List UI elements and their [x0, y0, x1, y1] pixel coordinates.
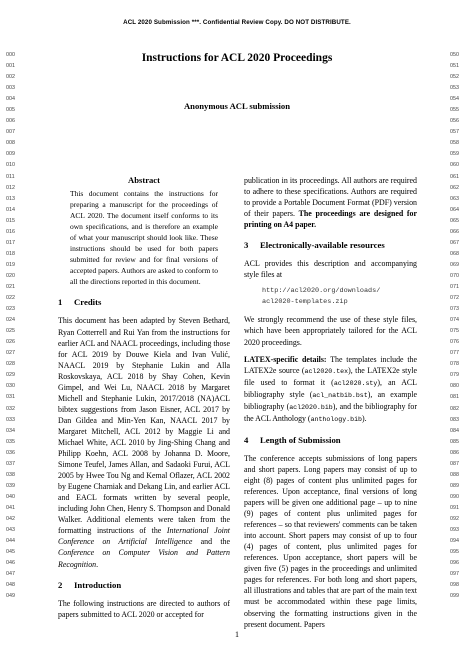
- resources-paragraph: ACL provides this description and accompanying style files at: [244, 259, 417, 280]
- line-number: 079: [450, 372, 459, 379]
- line-number: 033: [6, 416, 15, 423]
- introduction-paragraph-left: The following instructions are directed to authors of papers submitted to ACL 2020 or accepted for: [58, 598, 230, 619]
- paper-title: Instructions for ACL 2020 Proceedings: [141, 52, 333, 64]
- credits-text: This document has been adapted by Steven Bethard, Ryan Cotterrell and Rui Yan from the instructions for earlier ACL and NAACL proceedings, including those for ACL 2019 by Douwe Kiela and Ivan Vulić, NAACL 2019 by Stephanie Lukin and Alla Roskovskaya, ACL 2018 by Shay Cohen, Kevin Gimpel, and Wei Lu, NAACL 2018 by Margaret Michell and Stephanie Lukin, 2017/2018 (NA)ACL bibtex suggestions from Jason Eisner, ACL 2017 by Dan Gildea and Min-Yen Kan, NAACL 2017 by Margaret Mitchell, ACL 2012 by Maggie Li and Michael White, ACL 2010 by Jing-Shing Chang and Philipp Koehn, ACL 2008 by Johanna D. Moore, Simone Teufel, James Allan, and Sadaoki Furui, ACL 2005 by Hwee Tou Ng and Kemal Oflazer, ACL 2002 by Eugene Charniak and Dekang Lin, and earlier ACL and EACL formats written by several people, including John Chen, Henry S. Thompson and Donald Walker. Additional elements were taken from the formatting instructions of the: [58, 316, 231, 536]
- line-number: 064: [450, 206, 459, 213]
- line-number: 023: [6, 306, 15, 313]
- line-number: 027: [6, 350, 15, 357]
- line-number: 091: [450, 504, 459, 511]
- section-number: 2: [58, 579, 63, 590]
- line-number: 055: [450, 107, 459, 114]
- line-number: 025: [6, 328, 15, 335]
- line-number: 065: [450, 217, 459, 224]
- line-number: 074: [450, 317, 459, 324]
- credits-paragraph: [58, 315, 230, 569]
- line-number: 082: [450, 405, 459, 412]
- file-name-bst: acl_natbib.bst: [312, 391, 368, 399]
- latex-text: ), the LATEX2e style file used to format it (: [244, 365, 417, 387]
- line-number: 087: [450, 460, 459, 467]
- line-number: 098: [450, 582, 459, 589]
- line-number: 007: [6, 129, 15, 136]
- line-number: 095: [450, 549, 459, 556]
- line-number: 053: [450, 85, 459, 92]
- left-column: [58, 175, 230, 620]
- line-number: 093: [450, 527, 459, 534]
- line-number: 035: [6, 438, 15, 445]
- line-number: 051: [450, 63, 459, 70]
- line-number: 022: [6, 295, 15, 302]
- line-number: 045: [6, 549, 15, 556]
- section-heading-credits: [58, 296, 230, 309]
- line-number: 080: [450, 383, 459, 390]
- templates-url-line-1[interactable]: http://acl2020.org/downloads/: [262, 287, 381, 296]
- line-number: 060: [450, 162, 459, 169]
- line-numbers-left: [6, 50, 28, 602]
- line-number: 010: [6, 162, 15, 169]
- line-number: 050: [450, 52, 459, 58]
- line-number: 017: [6, 239, 15, 246]
- line-number: 046: [6, 560, 15, 567]
- line-number: 048: [6, 582, 15, 589]
- line-number: 021: [6, 283, 15, 290]
- line-number: 094: [450, 538, 459, 545]
- section-number: 3: [244, 240, 249, 251]
- line-number: 072: [450, 295, 459, 302]
- line-number: 003: [6, 85, 15, 92]
- introduction-a4-note: The proceedings are designed for printing on A4 paper.: [244, 209, 417, 230]
- introduction-text: publication in its proceedings. All authors are required to adhere to these specifications. Authors are required to provide a Portable Document Format (PDF) version of their papers.: [244, 176, 417, 219]
- abstract-body: This document contains the instructions for preparing a manuscript for the proceedings of ACL 2020. The document itself conforms to its own specifications, and is therefore an example of what your manuscript should look like. These instructions should be used for both papers submitted for review and for final versions of accepted papers. Authors are asked to conform to all the directions reported in this document.: [70, 189, 218, 287]
- section-heading-resources: [244, 239, 417, 252]
- line-number: 024: [6, 317, 15, 324]
- file-name-tex: acl2020.tex: [304, 367, 349, 375]
- line-number: 047: [6, 571, 15, 578]
- line-number: 088: [450, 471, 459, 478]
- line-number: 077: [450, 350, 459, 357]
- line-number: 032: [6, 405, 15, 412]
- abstract-heading: Abstract: [128, 175, 160, 185]
- line-number: 028: [6, 361, 15, 368]
- line-number: 078: [450, 361, 459, 368]
- line-number: 018: [6, 250, 15, 257]
- author-line: Anonymous ACL submission: [183, 101, 291, 111]
- line-number: 038: [6, 471, 15, 478]
- line-number: 020: [6, 272, 15, 279]
- line-number: 042: [6, 515, 15, 522]
- latex-details-label: LATEX-specific details:: [244, 354, 327, 364]
- confidential-header: ACL 2020 Submission ***. Confidential Review Copy. DO NOT DISTRIBUTE.: [123, 19, 351, 26]
- line-number: 067: [450, 239, 459, 246]
- line-number: 086: [450, 449, 459, 456]
- line-number: 013: [6, 195, 15, 202]
- line-number: 062: [450, 184, 459, 191]
- line-number: 031: [6, 394, 15, 401]
- line-number: 073: [450, 306, 459, 313]
- line-number: 012: [6, 184, 15, 191]
- line-number: 058: [450, 140, 459, 147]
- introduction-paragraph-right: [244, 175, 417, 230]
- line-number: 061: [450, 173, 459, 180]
- templates-url-line-2[interactable]: acl2020-templates.zip: [262, 298, 348, 307]
- file-name-bib: acl2020.bib: [289, 403, 333, 411]
- line-number: 040: [6, 493, 15, 500]
- length-paragraph: The conference accepts submissions of long papers and short papers. Long papers may consist of up to eight (8) pages of content plus unlimited pages for references. Upon acceptance, final versions of long papers will be given one additional page – up to nine (9) pages of content plus unlimited pages for references – so that reviewers' comments can be taken into account. Short papers may consist of up to four (4) pages of content, plus unlimited pages for references. Upon acceptance, short papers will be given five (5) pages in the proceedings and unlimited pages for references. For both long and short papers, all illustrations and tables that are part of the main text must be accommodated within these page limits, observing the formatting instructions given in the present document. Papers: [244, 453, 417, 629]
- line-number: 059: [450, 151, 459, 158]
- credits-cvpr: Conference on Computer Vision and Pattern Recognition: [58, 548, 230, 569]
- line-number: 099: [450, 593, 459, 600]
- section-number: 4: [244, 434, 249, 445]
- line-number: 005: [6, 107, 15, 114]
- line-number: 004: [6, 96, 15, 103]
- line-number: 015: [6, 217, 15, 224]
- line-number: 036: [6, 449, 15, 456]
- line-number: 008: [6, 140, 15, 147]
- section-heading-introduction: [58, 579, 230, 592]
- line-number: 071: [450, 283, 459, 290]
- line-number: 066: [450, 228, 459, 235]
- line-number: 076: [450, 339, 459, 346]
- latex-text: ), and the bibliography for the ACL Anthology (: [244, 401, 417, 423]
- file-name-anthology: anthology.bib: [310, 415, 363, 423]
- line-number: 034: [6, 427, 15, 434]
- line-number: 068: [450, 250, 459, 257]
- line-number: 070: [450, 272, 459, 279]
- line-number: 037: [6, 460, 15, 467]
- line-number: 014: [6, 206, 15, 213]
- line-number: 069: [450, 261, 459, 268]
- line-number: 029: [6, 372, 15, 379]
- latex-text: ), an ACL bibliography style (: [244, 377, 417, 399]
- file-name-sty: acl2020.sty: [333, 379, 378, 387]
- credits-ijcai: International Joint Conference on Artificial Intelligence: [58, 526, 230, 547]
- page-number: 1: [235, 630, 239, 639]
- line-numbers-right: [450, 50, 472, 602]
- line-number: 001: [6, 63, 15, 70]
- line-number: 009: [6, 151, 15, 158]
- section-title: Credits: [74, 297, 102, 308]
- section-heading-length: [244, 434, 417, 447]
- latex-text: ).: [362, 413, 367, 423]
- line-number: 049: [6, 593, 15, 600]
- line-number: 084: [450, 427, 459, 434]
- line-number: 043: [6, 527, 15, 534]
- latex-details-paragraph: [244, 354, 417, 425]
- section-title: Introduction: [74, 579, 122, 590]
- credits-text-and: and the: [192, 537, 230, 547]
- right-column: [244, 175, 417, 630]
- line-number: 054: [450, 96, 459, 103]
- line-number: 090: [450, 493, 459, 500]
- line-number: 011: [6, 173, 15, 180]
- style-recommendation-paragraph: We strongly recommend the use of these style files, which have been appropriately tailored for the ACL 2020 proceedings.: [244, 315, 417, 347]
- line-number: 030: [6, 383, 15, 390]
- section-title: Length of Submission: [260, 434, 341, 445]
- line-number: 002: [6, 74, 15, 81]
- line-number: 085: [450, 438, 459, 445]
- line-number: 063: [450, 195, 459, 202]
- line-number: 039: [6, 482, 15, 489]
- line-number: 016: [6, 228, 15, 235]
- latex-text: ), an example bibliography (: [244, 389, 417, 411]
- line-number: 044: [6, 538, 15, 545]
- line-number: 092: [450, 515, 459, 522]
- section-number: 1: [58, 297, 63, 308]
- line-number: 081: [450, 394, 459, 401]
- line-number: 089: [450, 482, 459, 489]
- section-title: Electronically-available resources: [260, 240, 385, 251]
- line-number: 083: [450, 416, 459, 423]
- line-number: 000: [6, 52, 15, 58]
- line-number: 019: [6, 261, 15, 268]
- line-number: 041: [6, 504, 15, 511]
- line-number: 056: [450, 118, 459, 125]
- line-number: 097: [450, 571, 459, 578]
- line-number: 026: [6, 339, 15, 346]
- line-number: 052: [450, 74, 459, 81]
- line-number: 096: [450, 560, 459, 567]
- line-number: 057: [450, 129, 459, 136]
- line-number: 006: [6, 118, 15, 125]
- credits-text-end: .: [96, 559, 99, 569]
- latex-text: The templates include the LATEX2e source (: [244, 354, 417, 375]
- line-number: 075: [450, 328, 459, 335]
